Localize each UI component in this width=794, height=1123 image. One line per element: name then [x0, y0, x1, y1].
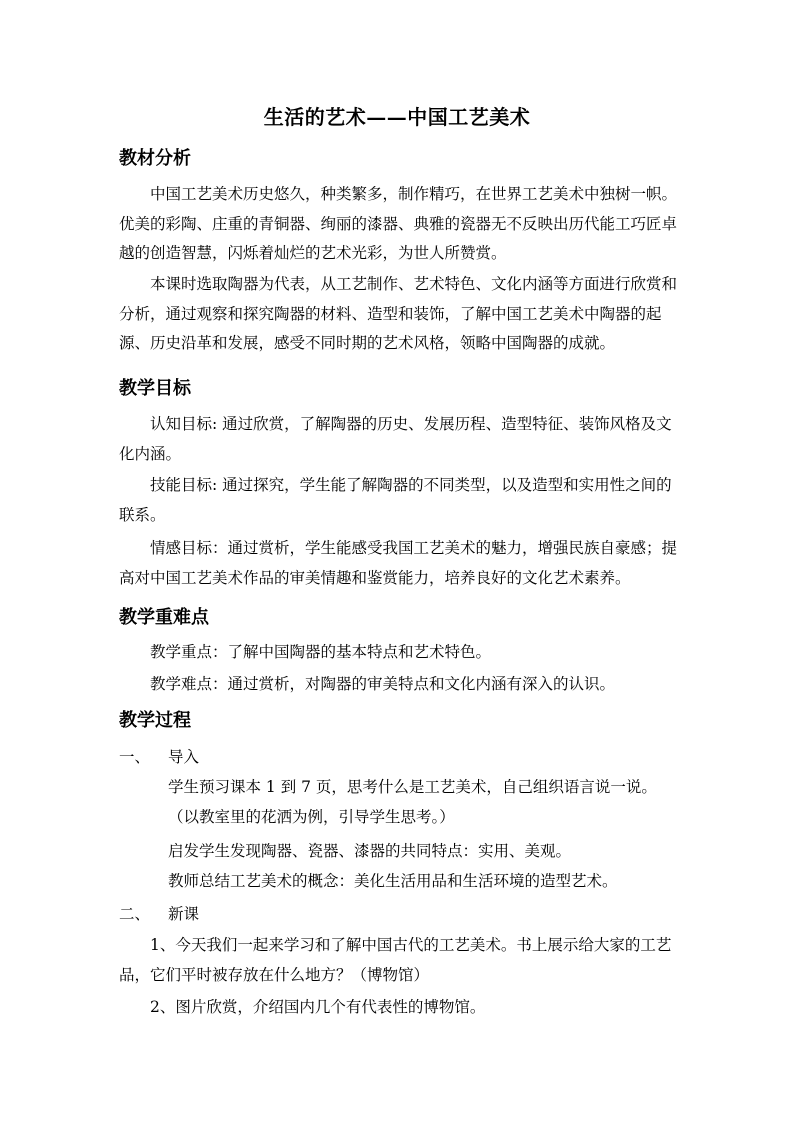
- part2-number: 二、: [119, 905, 151, 923]
- goals-emotion: 情感目标：通过赏析，学生能感受我国工艺美术的魅力，增强民族自豪感；提高对中国工艺美术作品的审美情趣和鉴赏能力，培养良好的文化艺术素养。: [119, 539, 678, 587]
- part1-number: 一、: [119, 748, 151, 766]
- part1-paragraph-3: 教师总结工艺美术的概念：美化生活用品和生活环境的造型艺术。: [168, 872, 618, 890]
- goals-skill: 技能目标: 通过探究，学生能了解陶器的不同类型，以及造型和实用性之间的联系。: [119, 476, 672, 524]
- heading-process: 教学过程: [119, 710, 191, 731]
- keypoint-focus: 教学重点：了解中国陶器的基本特点和艺术特色。: [150, 643, 492, 661]
- goals-cognitive: 认知目标: 通过欣赏，了解陶器的历史、发展历程、造型特征、装饰风格及文化内涵。: [119, 415, 672, 463]
- part2-paragraph-2: 2、图片欣赏，介绍国内几个有代表性的博物馆。: [150, 998, 486, 1016]
- heading-analysis: 教材分析: [119, 148, 191, 169]
- part1-paragraph-2: 启发学生发现陶器、瓷器、漆器的共同特点：实用、美观。: [168, 842, 572, 860]
- part1-label: 导入: [168, 748, 200, 766]
- analysis-paragraph-2: 本课时选取陶器为代表，从工艺制作、艺术特色、文化内涵等方面进行欣赏和分析，通过观察和探究陶器的材料、造型和装饰，了解中国工艺美术中陶器的起源、历史沿革和发展，感受不同时期的艺术风格，领略中国陶器的成就。: [119, 275, 678, 352]
- document-title: 生活的艺术——中国工艺美术: [263, 105, 531, 129]
- heading-keypoints: 教学重难点: [119, 607, 209, 628]
- heading-goals: 教学目标: [119, 378, 191, 399]
- part2-paragraph-1: 1、今天我们一起来学习和了解中国古代的工艺美术。书上展示给大家的工艺品，它们平时被存放在什么地方？（博物馆）: [119, 936, 672, 984]
- analysis-paragraph-1: 中国工艺美术历史悠久，种类繁多，制作精巧，在世界工艺美术中独树一帜。优美的彩陶、庄重的青铜器、绚丽的漆器、典雅的瓷器无不反映出历代能工巧匠卓越的创造智慧，闪烁着灿烂的艺术光彩，为世人所赞赏。: [119, 185, 678, 262]
- part2-label: 新课: [168, 905, 200, 923]
- part1-paragraph-1: 学生预习课本 1 到 7 页，思考什么是工艺美术，自己组织语言说一说。（以教室里的花洒为例，引导学生思考。）: [168, 778, 657, 826]
- keypoint-difficulty: 教学难点：通过赏析，对陶器的审美特点和文化内涵有深入的认识。: [150, 675, 616, 693]
